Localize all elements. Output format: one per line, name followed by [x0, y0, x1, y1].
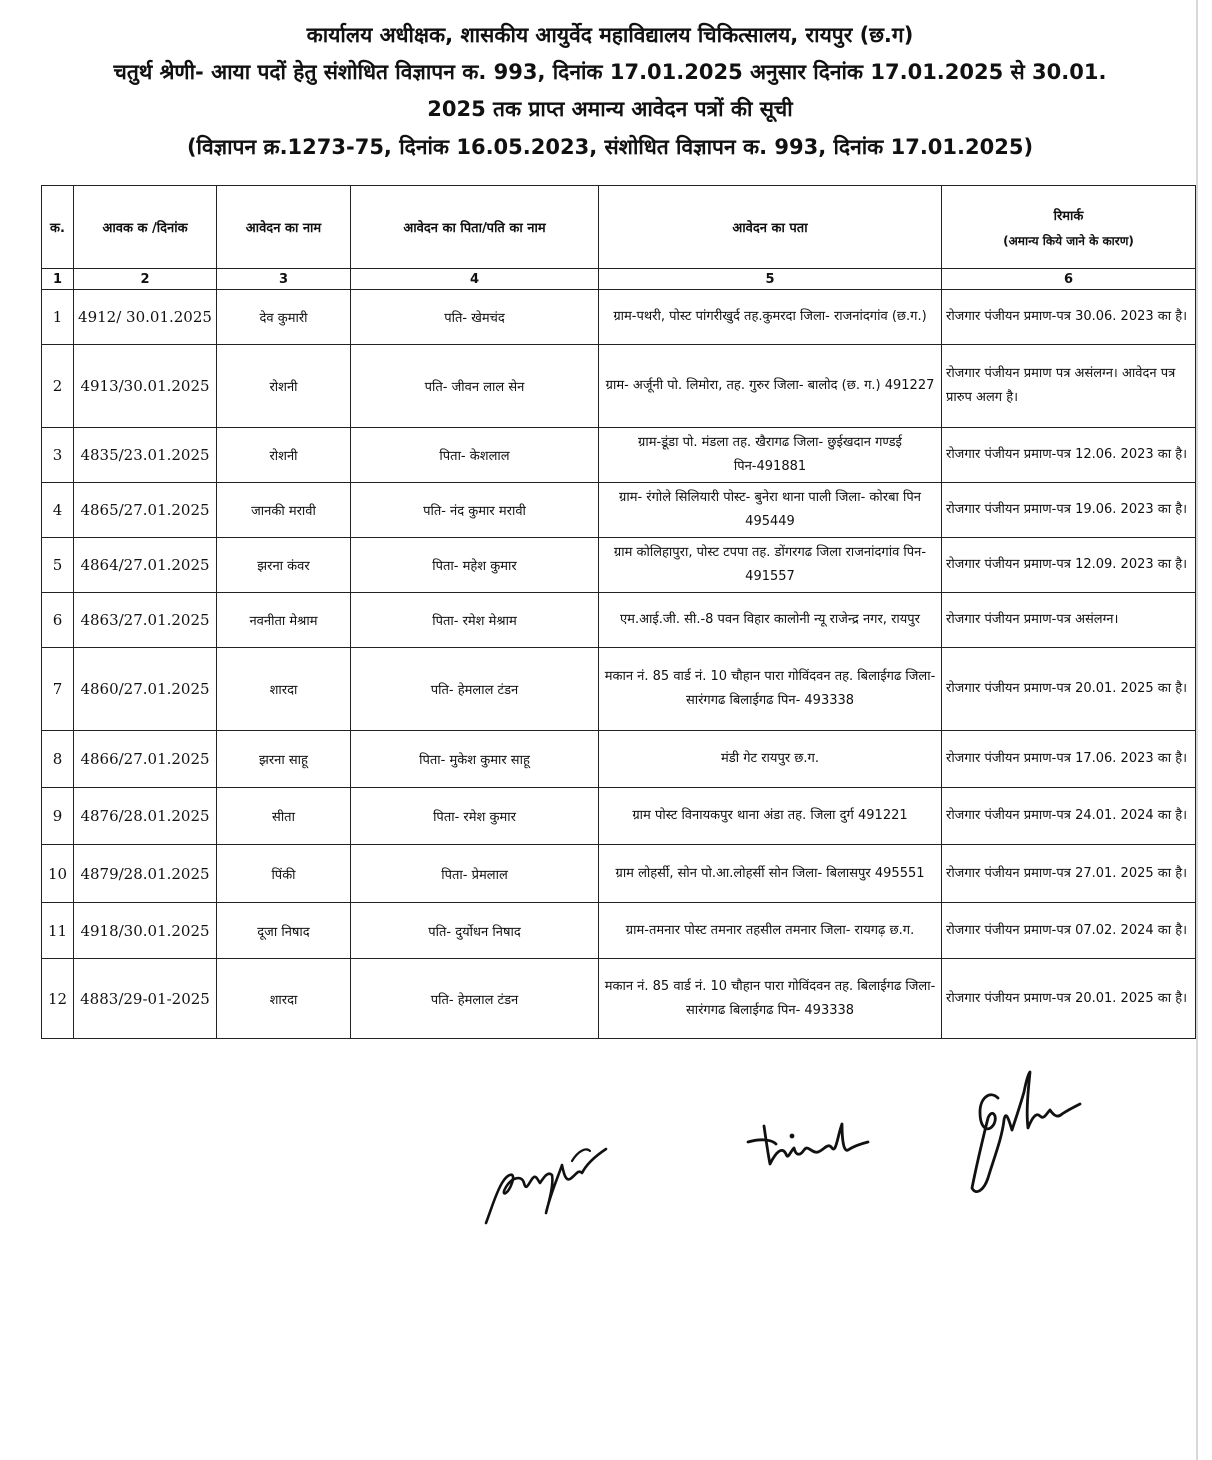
serial-cell: 5: [42, 538, 74, 593]
inward-cell: 4876/28.01.2025: [74, 788, 217, 845]
serial-cell: 4: [42, 483, 74, 538]
invalid-applications-table: [41, 185, 1196, 1039]
father-husband-cell: पिता- प्रेमलाल: [351, 845, 599, 903]
header-remark-subtitle: (अमान्य किये जाने के कारण): [1003, 233, 1134, 248]
serial-cell: 9: [42, 788, 74, 845]
table-row: [42, 959, 1196, 1039]
remark-cell: रोजगार पंजीयन प्रमाण-पत्र 12.06. 2023 का है।: [942, 428, 1196, 483]
father-husband-cell: पिता- रमेश मेश्राम: [351, 593, 599, 648]
applicant-name-cell: झरना साहू: [217, 731, 351, 788]
table-row: [42, 788, 1196, 845]
address-cell: ग्राम लोहर्सी, सोन पो.आ.लोहर्सी सोन जिला- बिलासपुर 495551: [599, 845, 942, 903]
header-serial: क.: [42, 186, 74, 269]
address-cell: ग्राम-पथरी, पोस्ट पांगरीखुर्द तह.कुमरदा जिला- राजनांदगांव (छ.ग.): [599, 290, 942, 345]
column-number-6: 6: [942, 269, 1196, 290]
table-row: [42, 648, 1196, 731]
table-header-row: [42, 186, 1196, 269]
remark-cell: रोजगार पंजीयन प्रमाण-पत्र 24.01. 2024 का है।: [942, 788, 1196, 845]
inward-cell: 4860/27.01.2025: [74, 648, 217, 731]
applicant-name-cell: नवनीता मेश्राम: [217, 593, 351, 648]
remark-cell: रोजगार पंजीयन प्रमाण-पत्र 07.02. 2024 का है।: [942, 903, 1196, 959]
table-row: [42, 428, 1196, 483]
address-cell: मंडी गेट रायपुर छ.ग.: [599, 731, 942, 788]
address-cell: ग्राम- अर्जूनी पो. लिमोरा, तह. गुरुर जिला- बालोद (छ. ग.) 491227: [599, 345, 942, 428]
serial-cell: 2: [42, 345, 74, 428]
remark-cell: रोजगार पंजीयन प्रमाण पत्र असंलग्न। आवेदन पत्र प्रारुप अलग है।: [942, 345, 1196, 428]
serial-cell: 3: [42, 428, 74, 483]
inward-cell: 4835/23.01.2025: [74, 428, 217, 483]
remark-cell: रोजगार पंजीयन प्रमाण-पत्र असंलग्न।: [942, 593, 1196, 648]
inward-cell: 4879/28.01.2025: [74, 845, 217, 903]
applicant-name-cell: पिंकी: [217, 845, 351, 903]
father-husband-cell: पति- दुर्योधन निषाद: [351, 903, 599, 959]
applicant-name-cell: दूजा निषाद: [217, 903, 351, 959]
father-husband-cell: पिता- केशलाल: [351, 428, 599, 483]
serial-cell: 1: [42, 290, 74, 345]
inward-cell: 4866/27.01.2025: [74, 731, 217, 788]
header-remark-title: रिमार्क: [1053, 208, 1084, 224]
address-cell: ग्राम पोस्ट विनायकपुर थाना अंडा तह. जिला दुर्ग 491221: [599, 788, 942, 845]
table-row: [42, 538, 1196, 593]
header-remark: [942, 186, 1196, 269]
signature-2: [742, 1112, 872, 1172]
applicant-name-cell: शारदा: [217, 648, 351, 731]
table-body: [42, 290, 1196, 1039]
table-row: [42, 845, 1196, 903]
remark-cell: रोजगार पंजीयन प्रमाण-पत्र 17.06. 2023 का है।: [942, 731, 1196, 788]
applicant-name-cell: रोशनी: [217, 345, 351, 428]
serial-cell: 7: [42, 648, 74, 731]
column-number-4: 4: [351, 269, 599, 290]
address-cell: एम.आई.जी. सी.-8 पवन विहार कालोनी न्यू राजेन्द्र नगर, रायपुर: [599, 593, 942, 648]
inward-cell: 4863/27.01.2025: [74, 593, 217, 648]
father-husband-cell: पिता- मुकेश कुमार साहू: [351, 731, 599, 788]
remark-cell: रोजगार पंजीयन प्रमाण-पत्र 27.01. 2025 का है।: [942, 845, 1196, 903]
applicant-name-cell: देव कुमारी: [217, 290, 351, 345]
applicant-name-cell: शारदा: [217, 959, 351, 1039]
remark-cell: रोजगार पंजीयन प्रमाण-पत्र 19.06. 2023 का है।: [942, 483, 1196, 538]
address-cell: मकान नं. 85 वार्ड नं. 10 चौहान पारा गोविंदवन तह. बिलाईगढ जिला- सारंगगढ बिलाईगढ पिन- 493338: [599, 648, 942, 731]
notice-subject-line: चतुर्थ श्रेणी- आया पदों हेतु संशोधित विज्ञापन क. 993, दिनांक 17.01.2025 अनुसार दिनांक 17.01.2025 से 30.01.: [113, 60, 1107, 84]
applicant-name-cell: रोशनी: [217, 428, 351, 483]
advertisement-reference: (विज्ञापन क्र.1273-75, दिनांक 16.05.2023, संशोधित विज्ञापन क. 993, दिनांक 17.01.2025): [186, 135, 1034, 159]
father-husband-cell: पति- जीवन लाल सेन: [351, 345, 599, 428]
table-row: [42, 593, 1196, 648]
address-cell: ग्राम-तमनार पोस्ट तमनार तहसील तमनार जिला- रायगढ़ छ.ग.: [599, 903, 942, 959]
table-row: [42, 345, 1196, 428]
serial-cell: 8: [42, 731, 74, 788]
father-husband-cell: पिता- महेश कुमार: [351, 538, 599, 593]
father-husband-cell: पति- खेमचंद: [351, 290, 599, 345]
serial-cell: 10: [42, 845, 74, 903]
serial-cell: 6: [42, 593, 74, 648]
father-husband-cell: पति- हेमलाल टंडन: [351, 959, 599, 1039]
office-title: कार्यालय अधीक्षक, शासकीय आयुर्वेद महाविद्यालय चिकित्सालय, रायपुर (छ.ग): [306, 23, 914, 47]
scan-edge-line: [1196, 0, 1198, 1460]
address-cell: मकान नं. 85 वार्ड नं. 10 चौहान पारा गोविंदवन तह. बिलाईगढ जिला- सारंगगढ बिलाईगढ पिन- 493338: [599, 959, 942, 1039]
remark-cell: रोजगार पंजीयन प्रमाण-पत्र 20.01. 2025 का है।: [942, 959, 1196, 1039]
remark-cell: रोजगार पंजीयन प्रमाण-पत्र 30.06. 2023 का है।: [942, 290, 1196, 345]
notice-subject-line-cont: 2025 तक प्राप्त अमान्य आवेदन पत्रों की सूची: [427, 97, 793, 121]
remark-cell: रोजगार पंजीयन प्रमाण-पत्र 12.09. 2023 का है।: [942, 538, 1196, 593]
header-father: आवेदन का पिता/पति का नाम: [351, 186, 599, 269]
column-number-2: 2: [74, 269, 217, 290]
signature-3: [958, 1068, 1083, 1203]
applicant-name-cell: झरना कंवर: [217, 538, 351, 593]
applicant-name-cell: जानकी मरावी: [217, 483, 351, 538]
serial-cell: 11: [42, 903, 74, 959]
column-number-3: 3: [217, 269, 351, 290]
signature-1: [478, 1125, 613, 1230]
father-husband-cell: पिता- रमेश कुमार: [351, 788, 599, 845]
header-address: आवेदन का पता: [599, 186, 942, 269]
inward-cell: 4883/29-01-2025: [74, 959, 217, 1039]
inward-cell: 4864/27.01.2025: [74, 538, 217, 593]
table-row: [42, 290, 1196, 345]
column-number-row: [42, 269, 1196, 290]
inward-cell: 4913/30.01.2025: [74, 345, 217, 428]
remark-cell: रोजगार पंजीयन प्रमाण-पत्र 20.01. 2025 का है।: [942, 648, 1196, 731]
header-inward: आवक क /दिनांक: [74, 186, 217, 269]
table-row: [42, 903, 1196, 959]
inward-cell: 4918/30.01.2025: [74, 903, 217, 959]
address-cell: ग्राम- रंगोले सिलियारी पोस्ट- बुनेरा थाना पाली जिला- कोरबा पिन 495449: [599, 483, 942, 538]
column-number-1: 1: [42, 269, 74, 290]
column-number-5: 5: [599, 269, 942, 290]
inward-cell: 4912/ 30.01.2025: [74, 290, 217, 345]
table-row: [42, 483, 1196, 538]
address-cell: ग्राम-डूंडा पो. मंडला तह. खैरागढ जिला- छुईखदान गण्डई पिन-491881: [599, 428, 942, 483]
address-cell: ग्राम कोलिहापुरा, पोस्ट टपपा तह. डोंगरगढ जिला राजनांदगांव पिन- 491557: [599, 538, 942, 593]
applicant-name-cell: सीता: [217, 788, 351, 845]
father-husband-cell: पति- नंद कुमार मरावी: [351, 483, 599, 538]
father-husband-cell: पति- हेमलाल टंडन: [351, 648, 599, 731]
header-name: आवेदन का नाम: [217, 186, 351, 269]
inward-cell: 4865/27.01.2025: [74, 483, 217, 538]
table-row: [42, 731, 1196, 788]
serial-cell: 12: [42, 959, 74, 1039]
